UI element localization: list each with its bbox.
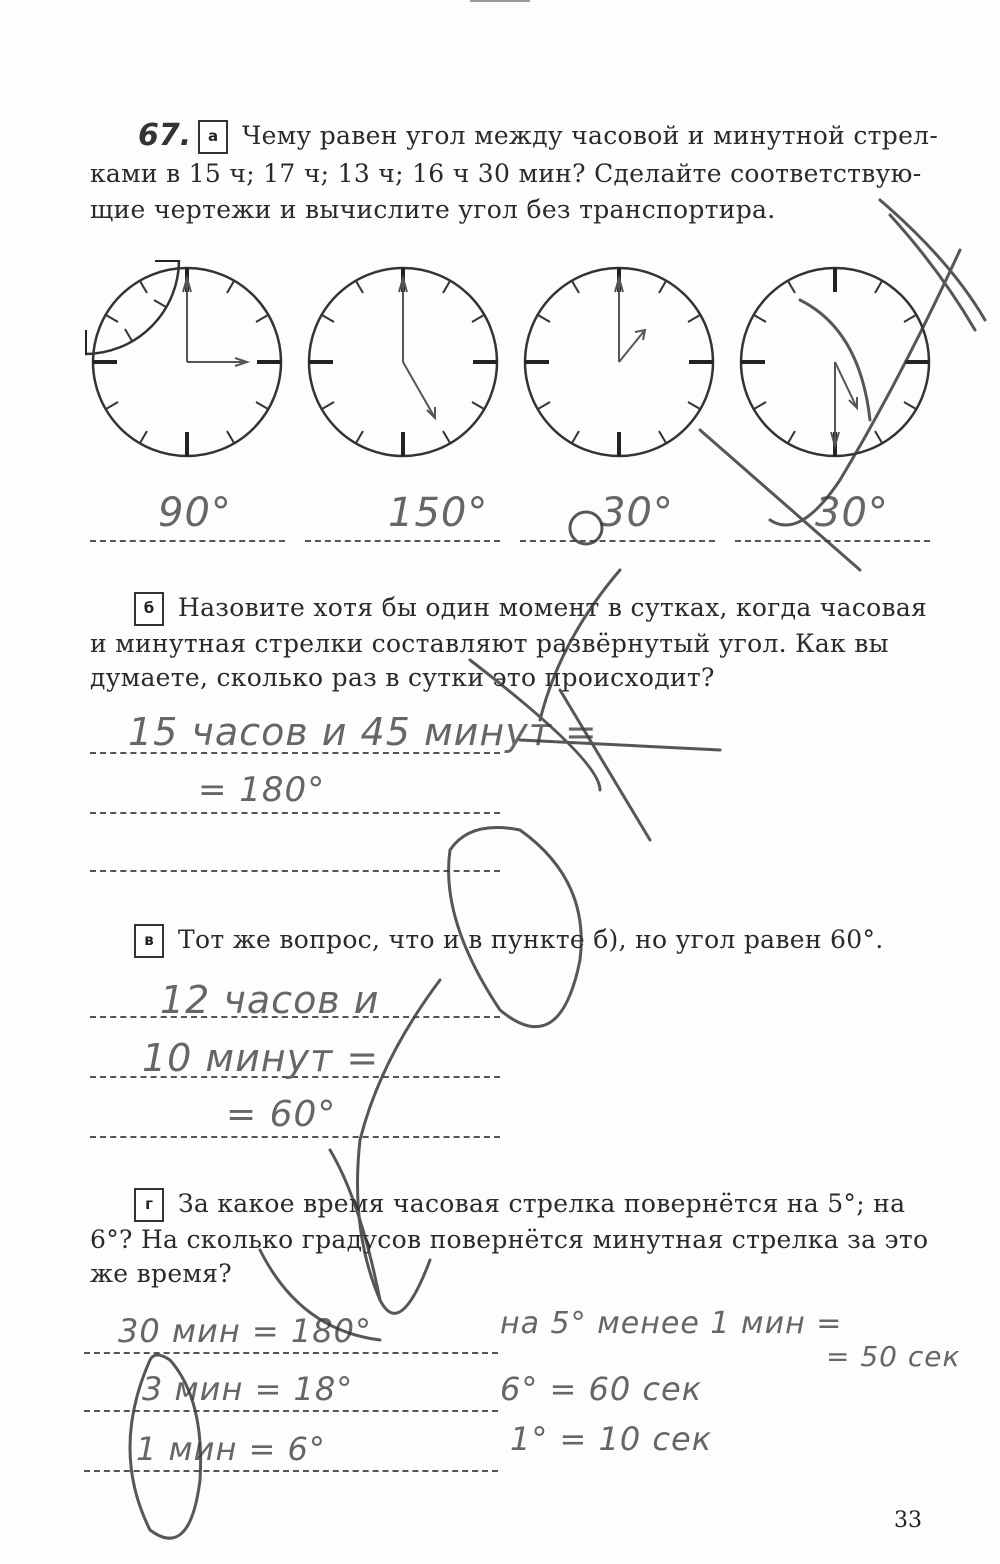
answer-g-right-1b: = 50 сек	[826, 1340, 961, 1373]
part-a-line1: Чему равен угол между часовой и минутной стрел-	[242, 121, 939, 150]
part-a-line3: щие чертежи и вычислите угол без транспортира.	[90, 195, 776, 224]
answer-v-2: 10 минут =	[142, 1036, 380, 1080]
part-b-line2: и минутная стрелки составляют развёрнутый угол. Как вы	[90, 629, 889, 658]
part-b-line1: Назовите хотя бы один момент в сутках, когда часовая	[178, 593, 928, 622]
answer-b-1: 15 часов и 45 минут =	[128, 710, 598, 754]
answer-a-1: 90°	[158, 490, 232, 536]
clock-15h	[93, 268, 281, 456]
clock-13h	[525, 268, 713, 456]
part-a-label: а	[198, 120, 228, 154]
answer-g-right-2: 6° = 60 сек	[500, 1370, 703, 1408]
clock-16h30	[741, 268, 929, 456]
part-b-label: б	[134, 592, 164, 626]
answer-line	[84, 1410, 498, 1412]
part-g-line1: За какое время часовая стрелка повернётся на 5°; на	[178, 1189, 906, 1218]
answer-a-3: 30°	[600, 490, 674, 536]
clock-face-template	[85, 260, 179, 354]
answer-g-right-3: 1° = 10 сек	[510, 1420, 713, 1458]
answer-line	[90, 1136, 500, 1138]
answer-g-left-3: 1 мин = 6°	[136, 1430, 326, 1468]
answer-b-2: = 180°	[198, 770, 326, 810]
part-a-line2: ками в 15 ч; 17 ч; 13 ч; 16 ч 30 мин? Сделайте соответствую-	[90, 159, 922, 188]
answer-line	[84, 1352, 498, 1354]
answer-line	[90, 870, 500, 872]
clock-17h	[309, 268, 497, 456]
answer-g-right-1: на 5° менее 1 мин =	[500, 1306, 843, 1341]
part-g-line2: 6°? На сколько градусов повернётся минутная стрелка за это	[90, 1225, 929, 1254]
answer-g-left-2: 3 мин = 18°	[142, 1370, 354, 1408]
answer-line	[84, 1470, 498, 1472]
part-g-line3: же время?	[90, 1259, 232, 1288]
answer-v-3: = 60°	[226, 1094, 337, 1135]
clock-faces	[85, 260, 965, 480]
task-number: 67.	[138, 118, 192, 153]
answer-a-2: 150°	[388, 490, 489, 536]
part-v-line1: Тот же вопрос, что и в пункте б), но угол равен 60°.	[178, 925, 884, 954]
answer-v-1: 12 часов и	[160, 978, 380, 1022]
answer-g-left-1: 30 мин = 180°	[118, 1312, 372, 1350]
part-v-label: в	[134, 924, 164, 958]
part-b-line3: думаете, сколько раз в сутки это происходит?	[90, 663, 715, 692]
answer-line	[90, 812, 500, 814]
answer-line	[305, 540, 500, 542]
answer-line	[735, 540, 930, 542]
part-g-label: г	[134, 1188, 164, 1222]
page-number: 33	[894, 1508, 922, 1533]
answer-line	[520, 540, 715, 542]
answer-line	[90, 540, 285, 542]
top-edge-mark	[470, 0, 530, 2]
answer-a-4: 30°	[815, 490, 889, 536]
